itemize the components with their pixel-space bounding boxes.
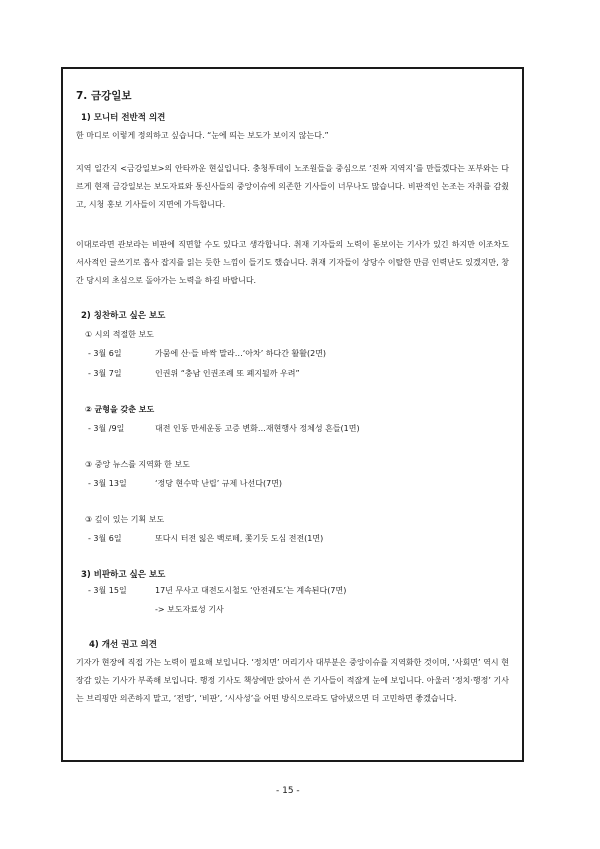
overall-paragraph-2: 이대로라면 관보라는 비판에 직면할 수도 있다고 생각합니다. 취재 기자들의 노력이 돋보이는 기사가 있긴 하지만 이조차도 서사적인 글쓰기로 흡사 잡지를 읽는 듯한 느낌이 들기도 했습니다. 취재 기자들이 상당수 이탈한 만큼 인력난도 있겠지만, 창간 당시의 초심으로 돌아가는 노력을 하길 바랍니다. (76, 240, 509, 285)
criticism-heading: 3) 비판하고 싶은 보도 (81, 570, 166, 580)
criticism-item-title: 17년 무사고 대전도시철도 ‘안전궤도’는 계속된다(7면) (155, 586, 347, 595)
praise-item-date: - 3월 /9일 (88, 424, 125, 433)
praise-item-date: - 3월 6일 (88, 349, 122, 358)
intro-sentence: 한 마디로 이렇게 정의하고 싶습니다. “눈에 띄는 보도가 보이지 않는다.” (76, 131, 329, 140)
praise-heading: 2) 칭찬하고 싶은 보도 (81, 311, 166, 321)
praise-item-title: 또다시 터전 잃은 백로떼, 쫓기듯 도심 전전(1면) (155, 534, 324, 543)
praise-group-localized-title: ③ 중앙 뉴스를 지역화 한 보도 (85, 460, 190, 469)
praise-item-title: ‘정당 현수막 난립’ 규제 나선다(7면) (155, 479, 283, 488)
section-title: 7. 금강일보 (76, 90, 132, 102)
praise-item-title: 인권위 “충남 인권조례 또 폐지될까 우려” (155, 369, 300, 378)
criticism-item-date: - 3월 15일 (88, 586, 127, 595)
praise-group-indepth-title: ③ 깊이 있는 기획 보도 (85, 515, 165, 524)
praise-group-balanced-title: ② 균형을 갖춘 보도 (85, 405, 155, 414)
overall-opinion-heading: 1) 모니터 전반적 의견 (81, 113, 166, 123)
overall-paragraph-1: 지역 일간지 <금강일보>의 안타까운 현실입니다. 충청투데이 노조원들을 중심으로 ‘진짜 지역지’를 만들겠다는 포부와는 다르게 현재 금강일보는 보도자료와 통신사들의 중앙이슈에 의존한 기사들이 너무나도 많습니다. 비판적인 논조는 자취를 감췄고, 시청 홍보 기사들이 지면에 가득합니다. (76, 164, 509, 209)
improvement-paragraph: 기자가 현장에 직접 가는 노력이 필요해 보입니다. ‘정치면’ 머리기사 대부분은 중앙이슈를 지역화한 것이며, ‘사회면’ 역시 현장감 있는 기사가 부족해 보입니다. 행정 기사도 책상에만 앉아서 쓴 기사들이 적잖게 눈에 보입니다. 아울러 ‘정치·행정’ 기사는 브리핑만 의존하지 말고, ‘전망’, ‘비판’, ‘시사성’을 어떤 방식으로라도 담아냈으면 더 고민하면 좋겠습니다. (76, 658, 509, 703)
praise-group-timely-title: ① 시의 적절한 보도 (85, 330, 154, 339)
improvement-heading: 4) 개선 권고 의견 (89, 640, 157, 650)
praise-item-title: 대전 인동 만세운동 고증 변화…재현행사 정체성 흔들(1면) (155, 424, 360, 433)
criticism-item-note: -> 보도자료성 기사 (155, 605, 224, 614)
page-number: - 15 - (276, 786, 300, 796)
praise-item-date: - 3월 7일 (88, 369, 122, 378)
praise-item-date: - 3월 13일 (88, 479, 127, 488)
praise-item-date: - 3월 6일 (88, 534, 122, 543)
praise-item-title: 가뭄에 산·들 바싹 말라…‘아차’ 하다간 활활(2면) (155, 349, 327, 358)
